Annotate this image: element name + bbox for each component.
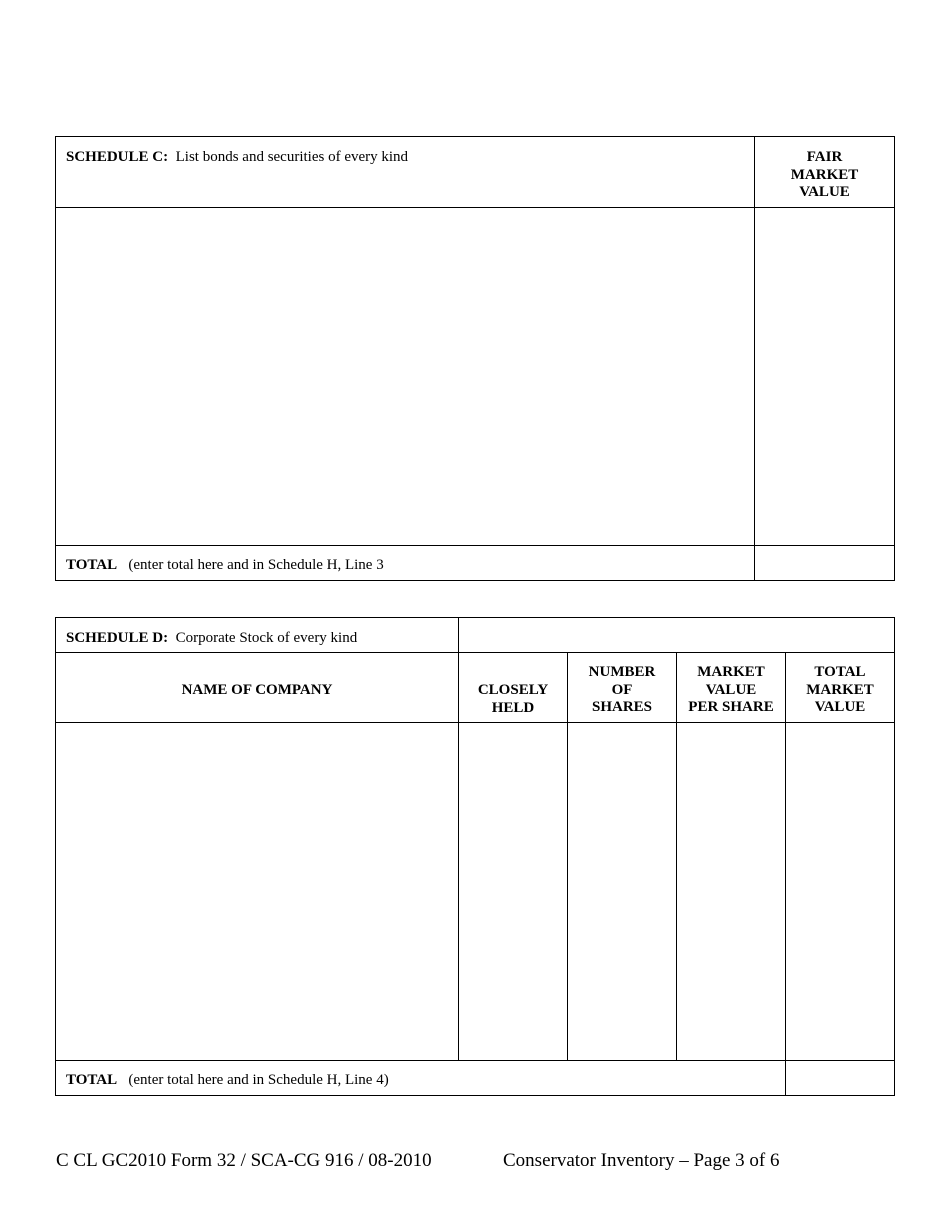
schedule-c-header-rule <box>56 207 894 208</box>
schedule-c-title <box>66 149 408 166</box>
schedule-d-closely-entry-area[interactable] <box>460 724 566 1059</box>
schedule-d-col-name-of-company: NAME OF COMPANY <box>181 682 333 698</box>
schedule-d-total-value-entry-area[interactable] <box>787 724 893 1059</box>
schedule-c-total-note: (enter total here and in Schedule H, Line 3 <box>128 557 384 573</box>
schedule-d-total-field[interactable] <box>787 1062 893 1094</box>
schedule-c-description: List bonds and securities of every kind <box>175 149 409 165</box>
schedule-d-shares-entry-area[interactable] <box>569 724 675 1059</box>
schedule-d-divider-per-share <box>785 653 786 1095</box>
schedule-d-heading: SCHEDULE D: <box>66 630 169 646</box>
schedule-d-total-rule <box>56 1060 894 1061</box>
schedule-d-header-rule <box>56 722 894 723</box>
schedule-c-total-label: TOTAL <box>66 557 118 573</box>
schedule-c-total-rule <box>56 545 894 546</box>
schedule-c-total-field[interactable] <box>756 547 893 579</box>
schedule-c-col-fair-market-value: FAIR MARKET VALUE <box>790 149 859 200</box>
schedule-d-col-market-value-per-share: MARKET VALUE PER SHARE <box>688 664 774 715</box>
schedule-c-value-entry-area[interactable] <box>756 209 893 544</box>
schedule-d-total-label: TOTAL <box>66 1072 118 1088</box>
schedule-c-value-divider <box>754 137 755 580</box>
schedule-d-title <box>66 630 357 647</box>
footer-form-id: C CL GC2010 Form 32 / SCA-CG 916 / 08-2010 <box>56 1150 432 1171</box>
schedule-d-per-share-entry-area[interactable] <box>678 724 784 1059</box>
footer-page-number: Conservator Inventory – Page 3 of 6 <box>503 1150 780 1171</box>
schedule-d-description: Corporate Stock of every kind <box>175 630 358 646</box>
schedule-d-col-total-market-value: TOTAL MARKET VALUE <box>806 664 874 715</box>
schedule-c-heading: SCHEDULE C: <box>66 149 169 165</box>
schedule-d-col-number-of-shares: NUMBER OF SHARES <box>588 664 656 715</box>
schedule-d-title-field[interactable] <box>460 619 893 651</box>
schedule-d-name-entry-area[interactable] <box>57 724 457 1059</box>
schedule-d-title-rule <box>56 652 894 653</box>
schedule-c-total-row <box>66 557 384 574</box>
schedule-d-col-closely-held: CLOSELY HELD <box>477 682 549 716</box>
schedule-c-entry-area[interactable] <box>57 209 753 544</box>
schedule-d-total-row <box>66 1072 389 1089</box>
schedule-d-total-note: (enter total here and in Schedule H, Line 4) <box>128 1072 389 1088</box>
